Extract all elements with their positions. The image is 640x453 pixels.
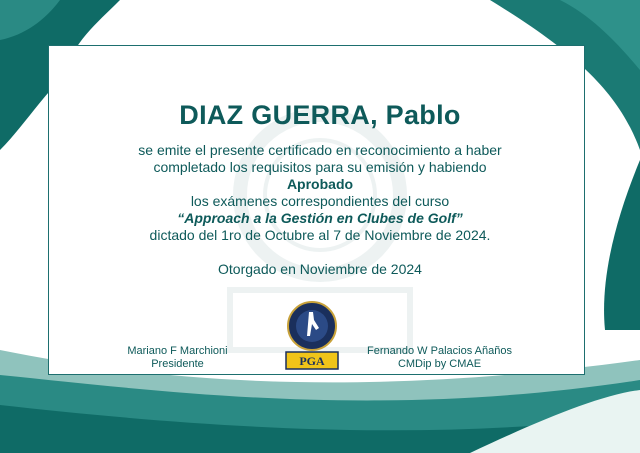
- signatory-name-right: Fernando W Palacios Añaños: [367, 345, 512, 357]
- course-title: “Approach a la Gestión en Clubes de Golf”: [177, 210, 463, 226]
- signatory-title-right: CMDip by CMAE: [397, 358, 482, 370]
- signature-left: [115, 345, 240, 371]
- signature-right: [352, 345, 527, 371]
- course-dates: dictado del 1ro de Octubre al 7 de Noviembre de 2024.: [149, 227, 491, 243]
- recognition-line-1: se emite el presente certificado en reconocimiento a haber: [138, 142, 502, 158]
- signatory-name-left: Mariano F Marchioni: [127, 345, 228, 357]
- issue-date: Otorgado en Noviembre de 2024: [218, 261, 422, 277]
- approved-status: Aprobado: [286, 176, 354, 192]
- pga-golfer-seal-icon: [283, 300, 341, 372]
- recipient-name: DIAZ GUERRA, Pablo: [179, 100, 461, 130]
- recognition-line-2: completado los requisitos para su emisión y habiendo: [153, 159, 487, 175]
- signatory-title-left: Presidente: [151, 358, 204, 370]
- pga-logo-text: PGA: [299, 354, 325, 368]
- exams-line: los exámenes correspondientes del curso: [190, 193, 450, 209]
